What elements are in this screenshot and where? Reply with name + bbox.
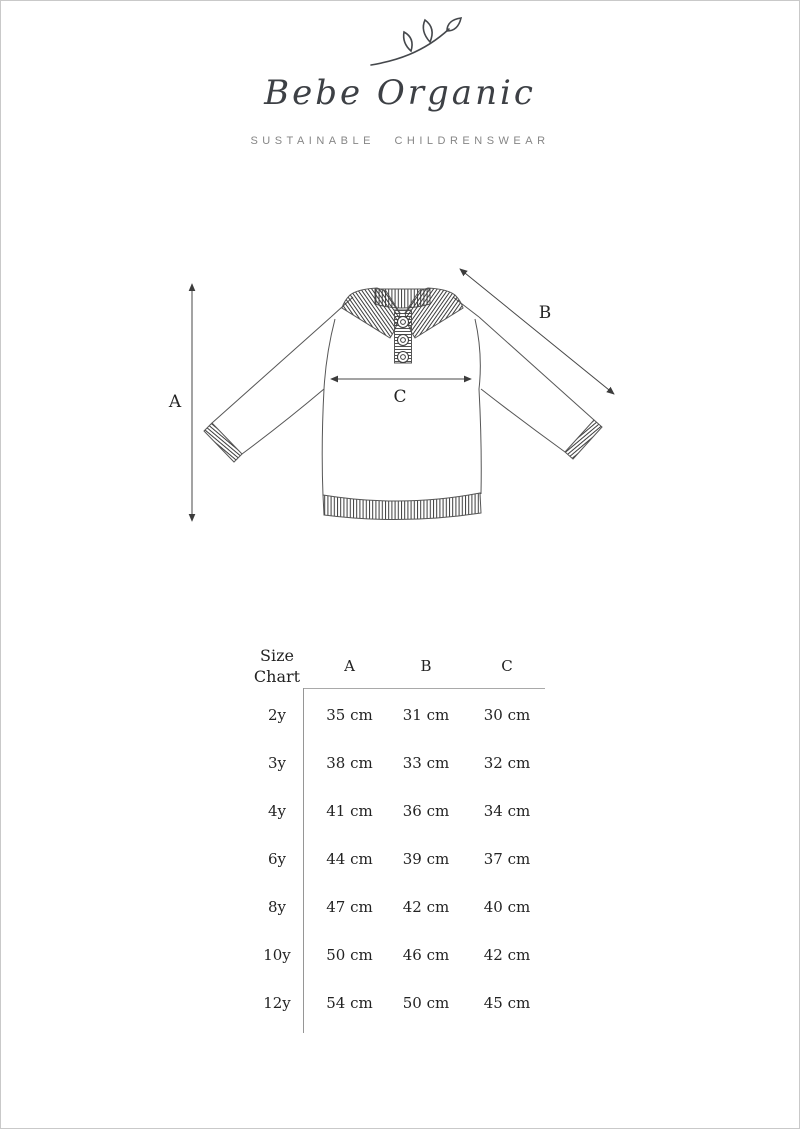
size-label: 3y	[267, 754, 287, 772]
measurement-a: 50 cm	[326, 946, 373, 964]
measurement-b: 36 cm	[402, 802, 450, 820]
measurement-c: 32 cm	[483, 754, 531, 772]
measurement-b: 42 cm	[402, 898, 450, 916]
sweater-body-right-edge	[475, 319, 481, 494]
sweater-body-left-edge	[322, 319, 335, 496]
size-label: 6y	[267, 850, 287, 868]
measure-label-c: C	[393, 387, 407, 407]
measurement-c: 45 cm	[483, 994, 531, 1012]
sweater-sleeve-right-bottom	[481, 389, 565, 452]
leaf-2	[423, 20, 432, 42]
measure-label-b: B	[538, 303, 552, 323]
measurement-c: 30 cm	[483, 706, 531, 724]
sweater-buttons	[398, 317, 409, 363]
size-chart-table	[241, 688, 548, 1024]
sweater-sleeve-left-bottom	[242, 389, 324, 454]
measurement-a: 41 cm	[326, 802, 373, 820]
measurement-a: 47 cm	[326, 898, 373, 916]
leaf-stem	[371, 29, 449, 65]
sweater-cuff-right	[565, 420, 602, 459]
sweater-sleeve-right-top	[479, 317, 594, 420]
sweater-cuff-left	[204, 423, 242, 462]
size-chart-title: Size Chart	[253, 646, 301, 686]
measurement-b: 31 cm	[402, 706, 450, 724]
column-header-c: C	[501, 657, 513, 675]
size-label: 10y	[263, 946, 291, 964]
measurement-c: 40 cm	[483, 898, 531, 916]
size-chart-header	[241, 644, 548, 688]
leaf-branch-icon	[367, 15, 463, 71]
sweater-measurement-diagram	[151, 251, 651, 551]
sweater-sleeve-left-top	[212, 317, 331, 423]
measurement-b: 33 cm	[402, 754, 450, 772]
measure-label-a: A	[168, 392, 182, 412]
size-label: 2y	[267, 706, 287, 724]
measurement-b: 39 cm	[402, 850, 450, 868]
measurement-b: 50 cm	[402, 994, 450, 1012]
size-label: 4y	[267, 802, 287, 820]
measurement-c: 34 cm	[483, 802, 531, 820]
leaf-3	[404, 32, 412, 51]
measurement-c: 42 cm	[483, 946, 531, 964]
brand-tagline: SUSTAINABLE CHILDRENSWEAR	[250, 135, 550, 147]
column-header-b: B	[420, 657, 432, 675]
size-chart-title-cell	[241, 645, 313, 687]
measurement-a: 54 cm	[326, 994, 373, 1012]
column-header-a: A	[344, 657, 355, 675]
measurement-b: 46 cm	[402, 946, 450, 964]
measurement-c: 37 cm	[483, 850, 531, 868]
measure-arrow-b	[460, 269, 614, 394]
sweater-hem-band	[323, 493, 481, 520]
size-label: 12y	[263, 994, 291, 1012]
measurement-a: 35 cm	[326, 706, 373, 724]
measurement-a: 44 cm	[326, 850, 373, 868]
size-label: 8y	[267, 898, 287, 916]
brand-name: Bebe Organic	[264, 73, 536, 113]
measurement-a: 38 cm	[326, 754, 373, 772]
